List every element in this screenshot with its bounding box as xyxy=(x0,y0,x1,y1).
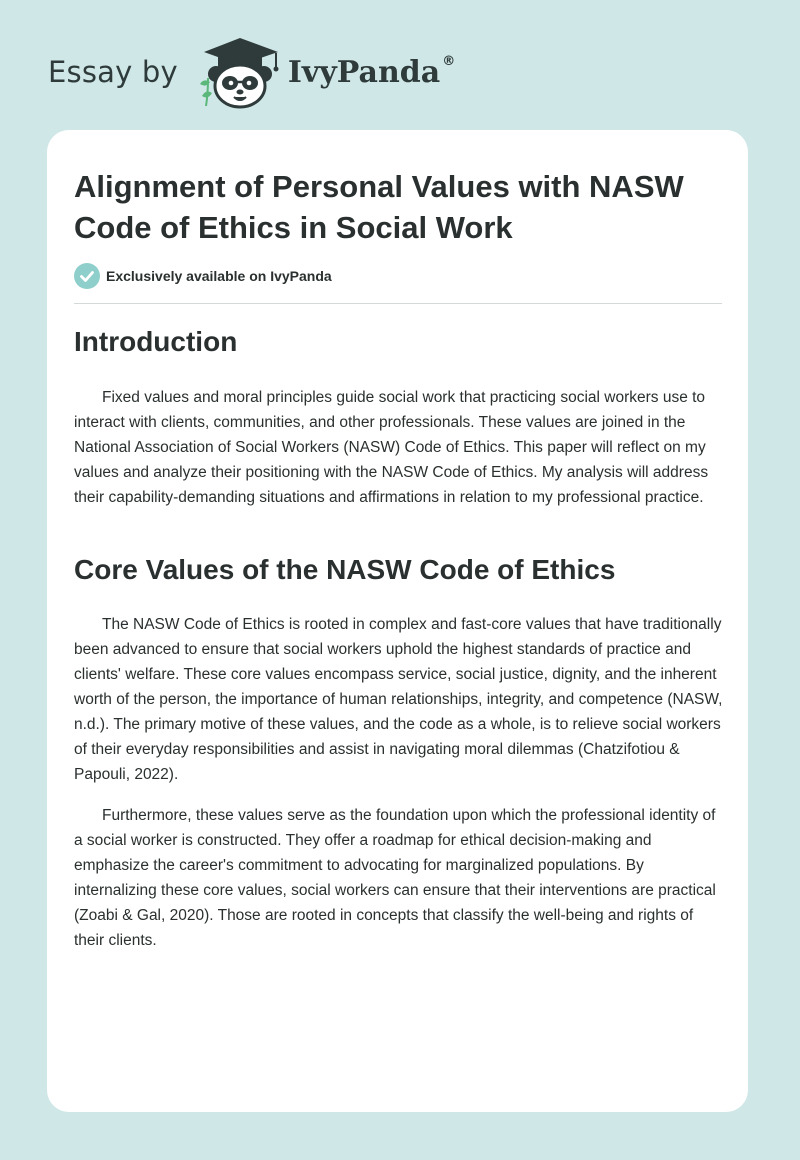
paragraph: Fixed values and moral principles guide social work that practicing social workers use to interact with clients, communities, and other professionals. These values are joined in the National Association of Social Workers (NASW) Code of Ethics. This paper will reflect on my values and analyze their positioning with the NASW Code of Ethics. My analysis will address their capability-demanding situations and affirmations in relation to my professional practice. xyxy=(74,389,709,506)
panda-graduate-logo-icon[interactable] xyxy=(194,34,286,110)
exclusive-badge-text: Exclusively available on IvyPanda xyxy=(106,268,332,284)
essay-by-label: Essay by xyxy=(48,55,178,89)
title-divider xyxy=(74,303,722,304)
exclusive-badge xyxy=(74,263,332,289)
page-title: Alignment of Personal Values with NASW Code of Ethics in Social Work xyxy=(74,169,684,245)
section-heading-core-values: Core Values of the NASW Code of Ethics xyxy=(74,554,616,585)
paragraph: Furthermore, these values serve as the foundation upon which the professional identity of a social worker is constructed. They offer a roadmap for ethical decision-making and emphasize the career's commitment to advocating for marginalized populations. By internalizing these core values, social workers can ensure that their interventions are practical (Zoabi & Gal, 2020). Those are rooted in concepts that classify the well-being and rights of their clients. xyxy=(74,807,716,949)
paragraph: The NASW Code of Ethics is rooted in complex and fast-core values that have traditionally been advanced to ensure that social workers uphold the highest standards of practice and clients' welfare. These core values encompass service, social justice, dignity, and the inherent worth of the person, the importance of human relationships, integrity, and competence (NASW, n.d.). The primary motive of these values, and the code as a whole, is to relieve social workers of their everyday responsibilities and assist in navigating moral dilemmas (Chatzifotiou & Papouli, 2022). xyxy=(74,616,723,783)
section-heading-introduction: Introduction xyxy=(74,326,238,357)
essay-card xyxy=(47,130,748,1112)
check-circle-icon xyxy=(74,263,100,289)
brand-name: IvyPanda ® xyxy=(287,53,456,90)
site-header xyxy=(48,34,455,110)
trademark-symbol: ® xyxy=(442,53,456,69)
